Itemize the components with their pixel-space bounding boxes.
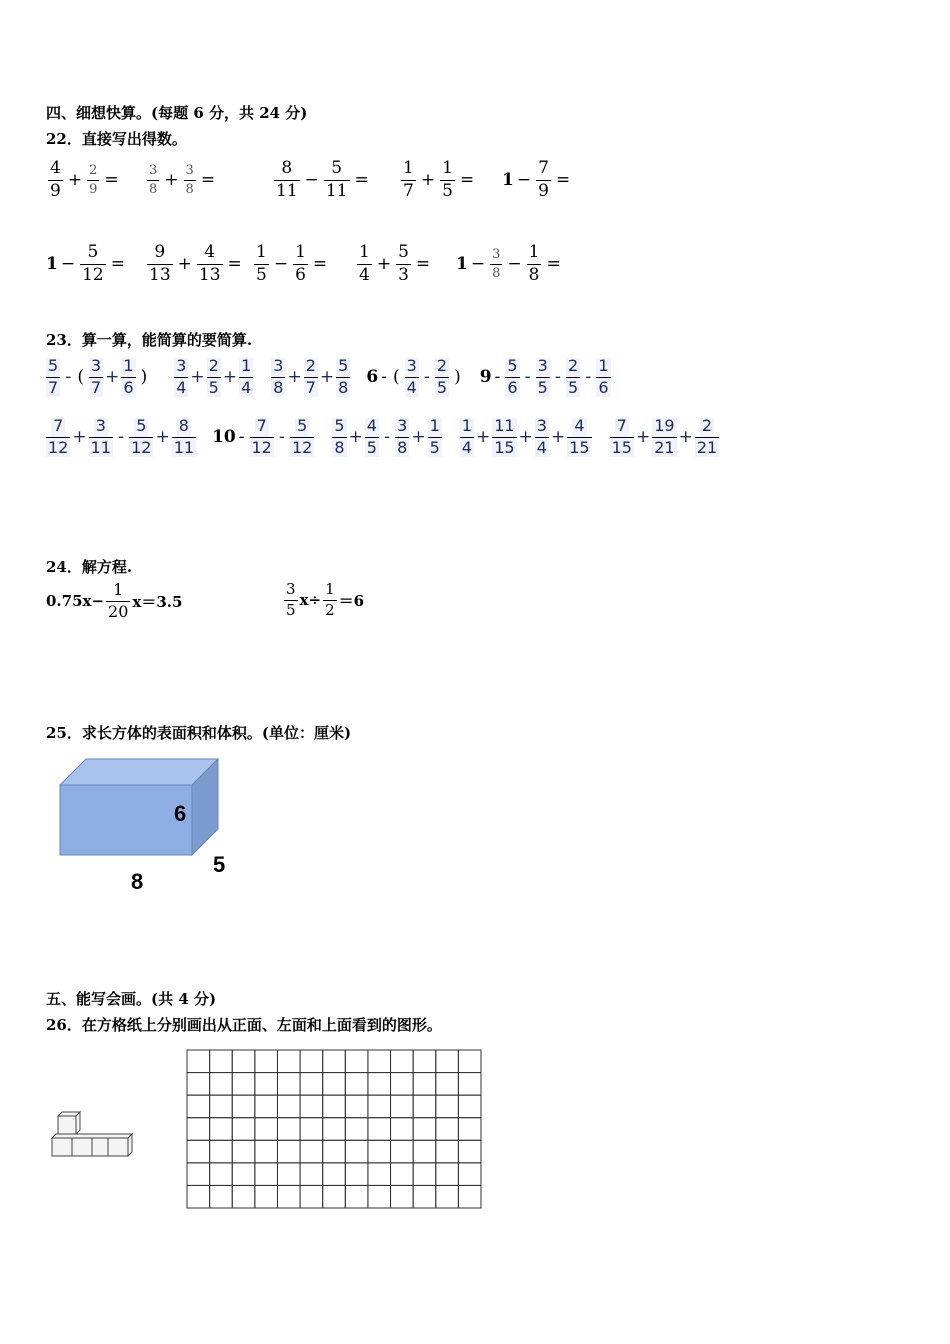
grid-cell[interactable] [368, 1073, 391, 1096]
fraction: $\frac{1}{7}$ [403, 158, 414, 201]
grid-cell[interactable] [391, 1118, 414, 1141]
q23-r2-e4: $\frac{1}{4}$ + $\frac{11}{15}$ + $\frac{3}{4}$ + $\frac{4}{15}$ [461, 416, 590, 457]
fraction: $\frac{4}{5}$ [366, 416, 377, 457]
fraction: $\frac{1}{20}$ [108, 580, 129, 621]
grid-cell[interactable] [255, 1140, 278, 1163]
grid-cell[interactable] [391, 1073, 414, 1096]
q23-r2-e3: $\frac{5}{8}$ + $\frac{4}{5}$ - $\frac{3}{8}$ + $\frac{1}{5}$ [334, 416, 440, 457]
grid-cell[interactable] [187, 1050, 210, 1073]
grid-cell[interactable] [232, 1118, 255, 1141]
grid-cell[interactable] [345, 1140, 368, 1163]
grid-cell[interactable] [210, 1185, 233, 1208]
q24-eq2: $\frac{3}{5}$ x÷ $\frac{1}{2}$ ＝6 [286, 580, 365, 619]
grid-cell[interactable] [232, 1185, 255, 1208]
q23-row1 [44, 358, 613, 397]
grid-cell[interactable] [277, 1163, 300, 1186]
grid-cell[interactable] [368, 1163, 391, 1186]
fraction: $\frac{5}{12}$ [131, 416, 152, 457]
grid-cell[interactable] [323, 1163, 346, 1186]
grid-cell[interactable] [232, 1140, 255, 1163]
grid-cell[interactable] [391, 1095, 414, 1118]
q22-r2-e5: 1 − $\frac{3}{8}$ − $\frac{1}{8}$ = [456, 242, 561, 285]
grid-cell[interactable] [345, 1185, 368, 1208]
q23-r2-e2: 10 - $\frac{7}{12}$ - $\frac{5}{12}$ [212, 416, 313, 457]
q22-r1-e4: $\frac{1}{7}$ + $\frac{1}{5}$ = [403, 158, 475, 201]
fraction: $\frac{7}{12}$ [48, 416, 69, 457]
grid-cell[interactable] [323, 1073, 346, 1096]
grid-cell[interactable] [391, 1185, 414, 1208]
grid-cell[interactable] [187, 1095, 210, 1118]
fraction: $\frac{7}{12}$ [251, 416, 272, 457]
fraction: $\frac{3}{8}$ [185, 163, 194, 197]
grid-cell[interactable] [413, 1095, 436, 1118]
q22-title: 22．直接写出得数。 [46, 130, 187, 148]
fraction: $\frac{19}{21}$ [654, 416, 675, 457]
grid-cell[interactable] [187, 1140, 210, 1163]
grid-cell[interactable] [187, 1118, 210, 1141]
q22-r1-e1: $\frac{4}{9}$ + $\frac{2}{9}$ = [50, 158, 119, 201]
q22-r2-e2: $\frac{9}{13}$ + $\frac{4}{13}$ = [149, 242, 242, 285]
grid-cell[interactable] [210, 1050, 233, 1073]
fraction: $\frac{8}{11}$ [173, 416, 195, 457]
fraction: $\frac{3}{4}$ [406, 356, 417, 397]
section5-heading: 五、能写会画。(共 4 分) [46, 990, 217, 1008]
fraction: $\frac{5}{8}$ [334, 416, 345, 457]
cuboid-top-face [60, 759, 218, 785]
grid-cell[interactable] [436, 1095, 459, 1118]
grid-cell[interactable] [368, 1140, 391, 1163]
grid-cell[interactable] [368, 1118, 391, 1141]
fraction: $\frac{2}{5}$ [208, 356, 219, 397]
grid-cell[interactable] [210, 1073, 233, 1096]
fraction: $\frac{3}{4}$ [536, 416, 547, 457]
grid-cell[interactable] [413, 1185, 436, 1208]
grid-cell[interactable] [232, 1073, 255, 1096]
grid-cell[interactable] [210, 1118, 233, 1141]
grid-cell[interactable] [436, 1185, 459, 1208]
fraction: $\frac{2}{7}$ [305, 356, 316, 397]
grid-cell[interactable] [345, 1050, 368, 1073]
cuboid-figure [50, 755, 240, 895]
grid-cell[interactable] [232, 1095, 255, 1118]
fraction: $\frac{5}{3}$ [398, 242, 409, 285]
grid-cell[interactable] [277, 1118, 300, 1141]
grid-cell[interactable] [391, 1163, 414, 1186]
grid-cell[interactable] [277, 1095, 300, 1118]
fraction: $\frac{2}{9}$ [89, 163, 98, 197]
grid-cell[interactable] [277, 1140, 300, 1163]
q22-r1-e2: $\frac{3}{8}$ + $\frac{3}{8}$ = [149, 163, 216, 197]
cuboid-width-label: 5 [213, 852, 226, 877]
fraction: $\frac{3}{11}$ [90, 416, 111, 457]
fraction: $\frac{1}{4}$ [461, 416, 472, 457]
grid-cell[interactable] [187, 1185, 210, 1208]
grid-cell[interactable] [277, 1185, 300, 1208]
grid-cell[interactable] [277, 1073, 300, 1096]
fraction: $\frac{7}{15}$ [611, 416, 632, 457]
cuboid-height-label: 6 [174, 801, 187, 826]
fraction: $\frac{1}{8}$ [528, 242, 540, 285]
grid-cell[interactable] [232, 1163, 255, 1186]
grid-cell[interactable] [255, 1118, 278, 1141]
q23-title: 23．算一算，能简算的要简算. [46, 331, 253, 349]
grid-cell[interactable] [255, 1095, 278, 1118]
cube-stack-figure [50, 1108, 140, 1158]
fraction: $\frac{2}{5}$ [568, 356, 579, 397]
fraction: $\frac{2}{5}$ [436, 356, 448, 397]
cuboid-front-face [60, 785, 192, 855]
q23-r2-e5: $\frac{7}{15}$ + $\frac{19}{21}$ + $\frac{2}{21}$ [611, 416, 718, 457]
fraction: $\frac{2}{21}$ [696, 416, 718, 457]
grid-cell[interactable] [391, 1050, 414, 1073]
grid-cell[interactable] [391, 1140, 414, 1163]
grid-cell[interactable] [368, 1050, 391, 1073]
fraction: $\frac{3}{8}$ [492, 247, 501, 281]
grid-cell[interactable] [436, 1140, 459, 1163]
grid-cell[interactable] [368, 1095, 391, 1118]
grid-cell[interactable] [323, 1140, 346, 1163]
grid-cell[interactable] [277, 1050, 300, 1073]
grid-cell[interactable] [458, 1163, 481, 1186]
fraction: $\frac{4}{9}$ [50, 158, 61, 201]
section4-heading: 四、细想快算。(每题 6 分，共 24 分) [46, 104, 308, 122]
grid-cell[interactable] [436, 1050, 459, 1073]
fraction: $\frac{4}{13}$ [198, 242, 221, 285]
fraction: $\frac{5}{12}$ [82, 242, 104, 285]
q23-r1-e4: 6 - ( $\frac{3}{4}$ - $\frac{2}{5}$ ) [366, 356, 461, 397]
q22-r2-e3: $\frac{1}{5}$ − $\frac{1}{6}$ = [256, 242, 328, 285]
grid-cell[interactable] [458, 1050, 481, 1073]
q25-title: 25．求长方体的表面积和体积。(单位：厘米) [46, 724, 352, 742]
grid-cell[interactable] [255, 1185, 278, 1208]
grid-cell[interactable] [345, 1073, 368, 1096]
grid-cell[interactable] [323, 1095, 346, 1118]
fraction: $\frac{5}{8}$ [338, 356, 349, 397]
grid-cell[interactable] [323, 1118, 346, 1141]
fraction: $\frac{1}{5}$ [429, 416, 440, 457]
grid-cell[interactable] [436, 1073, 459, 1096]
fraction: $\frac{8}{11}$ [276, 158, 298, 201]
q23-r1-e5: 9 - $\frac{5}{6}$ - $\frac{3}{5}$ - $\frac{2}{5}$ - $\frac{1}{6}$ [479, 356, 609, 397]
grid-cell[interactable] [345, 1163, 368, 1186]
fraction: $\frac{4}{15}$ [569, 416, 590, 457]
fraction: $\frac{11}{15}$ [494, 416, 515, 457]
fraction: $\frac{3}{8}$ [149, 163, 158, 197]
q24-eq1: 0.75x− $\frac{1}{20}$ x＝3.5 [46, 580, 183, 621]
fraction: $\frac{7}{9}$ [538, 158, 549, 201]
q26-title: 26．在方格纸上分别画出从正面、左面和上面看到的图形。 [46, 1016, 442, 1034]
fraction: $\frac{1}{6}$ [598, 356, 609, 397]
grid-cell[interactable] [458, 1140, 481, 1163]
fraction: $\frac{1}{4}$ [241, 356, 252, 397]
grid-cell[interactable] [232, 1050, 255, 1073]
grid-cell[interactable] [210, 1163, 233, 1186]
grid-cell[interactable] [210, 1095, 233, 1118]
fraction: $\frac{3}{7}$ [90, 356, 102, 397]
grid-cell[interactable] [323, 1050, 346, 1073]
fraction: $\frac{1}{4}$ [359, 242, 370, 285]
fraction: $\frac{5}{11}$ [325, 158, 348, 201]
grid-cell[interactable] [300, 1050, 323, 1073]
grid-cell[interactable] [255, 1050, 278, 1073]
fraction: $\frac{1}{2}$ [325, 580, 335, 619]
q22-r2-e1: 1 − $\frac{5}{12}$ = [46, 242, 125, 285]
grid-cell[interactable] [300, 1163, 323, 1186]
q22-r1-e5: 1 − $\frac{7}{9}$ = [502, 158, 571, 201]
fraction: $\frac{5}{12}$ [292, 416, 313, 457]
fraction: $\frac{3}{5}$ [286, 580, 296, 619]
grid-cell[interactable] [300, 1118, 323, 1141]
grid-cell[interactable] [413, 1163, 436, 1186]
grid-cell[interactable] [300, 1185, 323, 1208]
fraction: $\frac{1}{5}$ [442, 158, 453, 201]
grid-cell[interactable] [255, 1163, 278, 1186]
fraction: $\frac{1}{5}$ [256, 242, 267, 285]
grid-cell[interactable] [458, 1118, 481, 1141]
fraction: $\frac{9}{13}$ [149, 242, 171, 285]
grid-cell[interactable] [345, 1118, 368, 1141]
fraction: $\frac{5}{7}$ [48, 356, 59, 397]
grid-cell[interactable] [300, 1095, 323, 1118]
fraction: $\frac{3}{4}$ [176, 356, 187, 397]
grid-cell[interactable] [345, 1095, 368, 1118]
grid-cell[interactable] [187, 1163, 210, 1186]
grid-cell[interactable] [255, 1073, 278, 1096]
q23-r2-e1: $\frac{7}{12}$ + $\frac{3}{11}$ - $\frac{5}{12}$ + $\frac{8}{11}$ [48, 416, 195, 457]
grid-cell[interactable] [458, 1095, 481, 1118]
grid-cell[interactable] [413, 1140, 436, 1163]
fraction: $\frac{1}{6}$ [295, 242, 306, 285]
q22-r2-e4: $\frac{1}{4}$ + $\frac{5}{3}$ = [359, 242, 431, 285]
fraction: $\frac{5}{6}$ [507, 356, 518, 397]
cuboid-length-label: 8 [131, 869, 144, 894]
grid-cell[interactable] [436, 1118, 459, 1141]
grid-cell[interactable] [458, 1185, 481, 1208]
grid-cell[interactable] [458, 1073, 481, 1096]
grid-cell[interactable] [413, 1073, 436, 1096]
q22-row1 [46, 160, 597, 201]
grid-cell[interactable] [413, 1050, 436, 1073]
fraction: $\frac{3}{8}$ [397, 416, 408, 457]
q23-row2 [44, 418, 721, 457]
q23-r1-e2: $\frac{3}{4}$ + $\frac{2}{5}$ + $\frac{1}{4}$ [176, 356, 252, 397]
q22-r1-e3: $\frac{8}{11}$ − $\frac{5}{11}$ = [276, 158, 369, 201]
fraction: $\frac{3}{8}$ [273, 356, 284, 397]
q24-title: 24．解方程. [46, 558, 133, 576]
grid-cell[interactable] [368, 1185, 391, 1208]
grid-cell[interactable] [413, 1118, 436, 1141]
fraction: $\frac{3}{5}$ [537, 356, 548, 397]
q22-row2 [46, 244, 576, 285]
grid-paper[interactable] [186, 1049, 483, 1211]
grid-cell[interactable] [187, 1073, 210, 1096]
grid-cell[interactable] [300, 1140, 323, 1163]
grid-cell[interactable] [300, 1073, 323, 1096]
q23-r1-e3: $\frac{3}{8}$ + $\frac{2}{7}$ + $\frac{5}{8}$ [273, 356, 349, 397]
q23-r1-e1: $\frac{5}{7}$ - ( $\frac{3}{7}$ + $\frac{1}{6}$ ) [48, 356, 148, 397]
grid-cell[interactable] [323, 1185, 346, 1208]
fraction: $\frac{1}{6}$ [123, 356, 134, 397]
grid-cell[interactable] [436, 1163, 459, 1186]
grid-cell[interactable] [210, 1140, 233, 1163]
